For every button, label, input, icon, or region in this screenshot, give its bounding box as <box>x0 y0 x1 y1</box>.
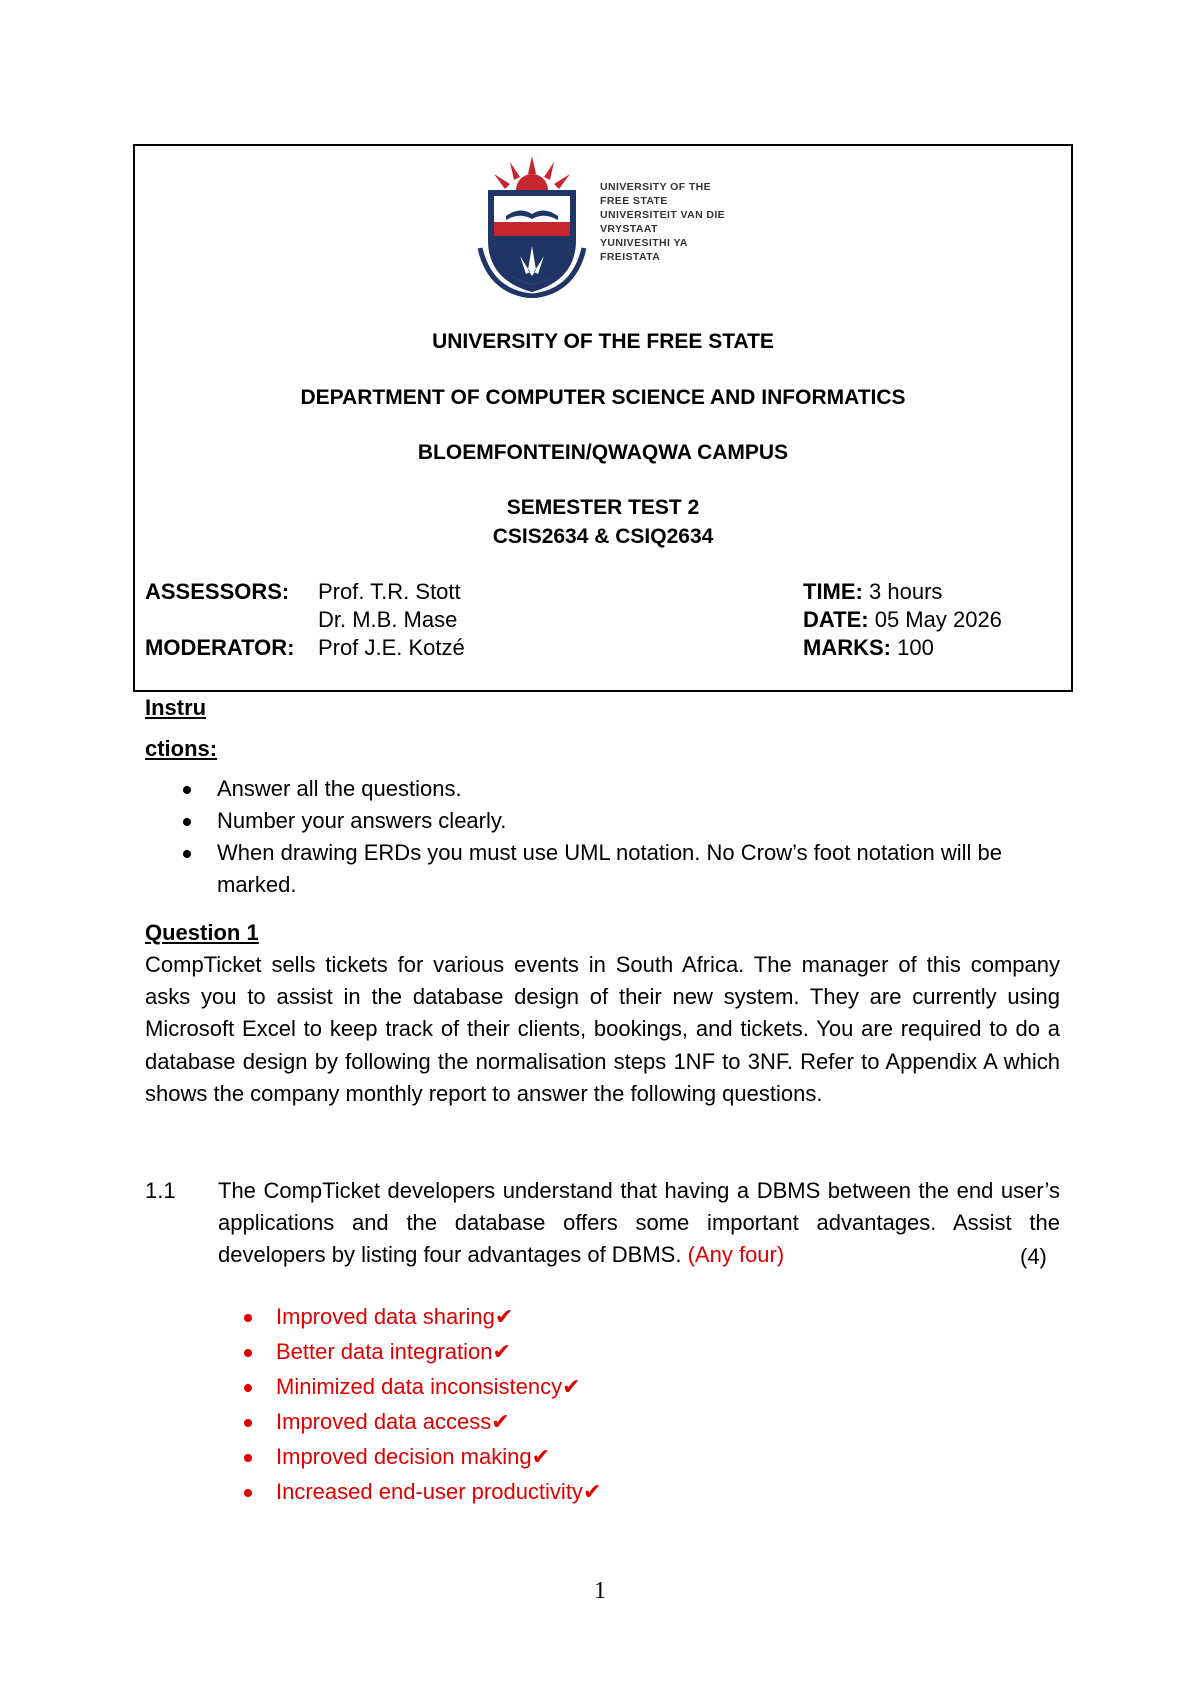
check-icon: ✔ <box>492 1340 511 1365</box>
assessor-1: Prof. T.R. Stott <box>318 579 461 604</box>
instructions-list <box>175 773 1065 901</box>
test-name: SEMESTER TEST 2 <box>506 496 700 519</box>
question-1-1-marks: (4) <box>1020 1244 1047 1269</box>
list-item: Improved decision making✔ <box>240 1440 1040 1475</box>
module-codes: CSIS2634 & CSIQ2634 <box>492 525 714 548</box>
question-1-intro: CompTicket sells tickets for various events in South Africa. The manager of this company asks you to assist in the database design of their new system. They are currently using Microsoft Excel to keep track of their clients, bookings, and tickets. You are required to do a database design by following the normalisation steps 1NF to 3NF. Refer to Appendix A which shows the company monthly report to answer the following questions. <box>145 952 1060 1106</box>
date-info: DATE: 05 May 2026 <box>803 607 1002 632</box>
list-item: When drawing ERDs you must use UML notation. No Crow’s foot notation will be marked. <box>175 837 1065 901</box>
list-item: Answer all the questions. <box>175 773 1065 805</box>
university-logo <box>470 152 735 298</box>
assessor-2: Dr. M.B. Mase <box>318 607 458 632</box>
university-name: UNIVERSITY OF THE FREE STATE <box>432 330 774 353</box>
question-1-1-text: The CompTicket developers understand that having a DBMS between the end user’s applications and the database offers some important advantages. Assist the developers by listing four advantages of DBMS. (Any four) <box>218 1178 1060 1267</box>
list-item: Number your answers clearly. <box>175 805 1065 837</box>
page-number: 1 <box>594 1578 606 1604</box>
instructions-heading-part2: ctions: <box>145 736 218 761</box>
department-name: DEPARTMENT OF COMPUTER SCIENCE AND INFORMATICS <box>300 386 906 409</box>
check-icon: ✔ <box>562 1375 581 1400</box>
list-item: Improved data access✔ <box>240 1405 1040 1440</box>
check-icon: ✔ <box>494 1305 514 1330</box>
university-crest-icon <box>470 152 595 298</box>
any-four-note: (Any four) <box>687 1242 785 1267</box>
time-info: TIME: 3 hours <box>803 579 943 604</box>
logo-wordmark: UNIVERSITY OF THE FREE STATE UNIVERSITEIT VAN DIE VRYSTAAT YUNIVESITHI YA FREISTATA <box>600 181 726 263</box>
question-1-1-number: 1.1 <box>145 1178 176 1203</box>
answer-list <box>240 1300 1040 1510</box>
instructions-heading-part1: Instru <box>145 695 207 720</box>
moderator: Prof J.E. Kotzé <box>318 635 465 660</box>
moderator-label: MODERATOR: <box>145 635 295 660</box>
list-item: Minimized data inconsistency✔ <box>240 1370 1040 1405</box>
check-icon: ✔ <box>531 1445 551 1470</box>
assessors-label: ASSESSORS: <box>145 579 290 604</box>
check-icon: ✔ <box>491 1410 510 1435</box>
campus-name: BLOEMFONTEIN/QWAQWA CAMPUS <box>417 441 789 464</box>
list-item: Better data integration✔ <box>240 1335 1040 1370</box>
list-item: Increased end-user productivity✔ <box>240 1475 1040 1510</box>
list-item: Improved data sharing✔ <box>240 1300 1040 1335</box>
marks-info: MARKS: 100 <box>803 635 934 660</box>
question-1-heading: Question 1 <box>145 920 259 945</box>
check-icon: ✔ <box>582 1480 602 1505</box>
